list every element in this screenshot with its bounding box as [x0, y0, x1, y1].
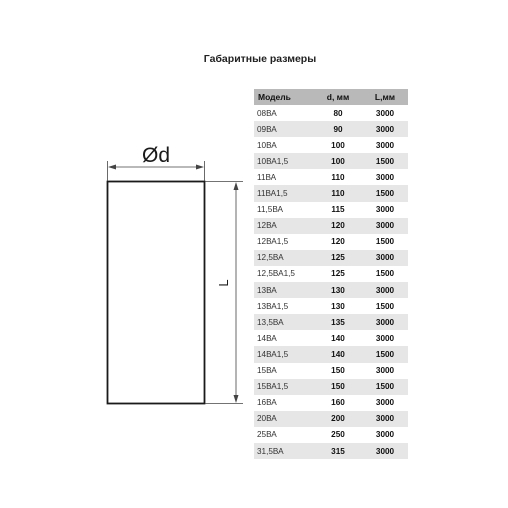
table-row — [254, 443, 408, 459]
cell-model: 10ВА1,5 — [254, 153, 314, 169]
cell-model: 31,5ВА — [254, 443, 314, 459]
cell-model: 15ВА — [257, 366, 277, 376]
cell-length: 1500 — [375, 269, 395, 279]
cell-length: 3000 — [375, 172, 395, 182]
cell-diameter: 125 — [331, 269, 345, 279]
table-row — [254, 169, 408, 185]
table-row — [254, 427, 408, 443]
cell-length: 3000 — [375, 333, 395, 343]
cell-diameter: 110 — [331, 172, 345, 182]
header-diameter: d, мм — [314, 89, 362, 105]
cell-model: 12ВА — [254, 218, 314, 234]
table-row — [254, 137, 408, 153]
cell-model: 12ВА1,5 — [257, 237, 289, 247]
dimensions-table — [254, 89, 408, 459]
cell-length: 3000 — [375, 366, 395, 376]
table-row — [254, 153, 408, 169]
length-arrow-top — [234, 182, 239, 190]
cell-model: 11ВА1,5 — [254, 185, 314, 201]
diameter-arrow-right — [196, 165, 204, 170]
cell-length: 3000 — [362, 121, 408, 137]
table-row — [254, 395, 408, 411]
cell-model: 13ВА — [254, 282, 314, 298]
cell-model: 09ВА — [254, 121, 314, 137]
cell-length: 3000 — [375, 140, 395, 150]
table-row — [254, 330, 408, 346]
table-body — [254, 105, 408, 459]
table-row — [254, 105, 408, 121]
length-arrow-bottom — [234, 395, 239, 403]
table-row — [254, 363, 408, 379]
cell-diameter: 100 — [331, 140, 345, 150]
cell-length: 1500 — [362, 185, 408, 201]
header-model: Модель — [254, 89, 314, 105]
diameter-label: Ød — [141, 144, 171, 167]
cell-diameter: 130 — [314, 282, 362, 298]
table-row — [254, 185, 408, 201]
cell-diameter: 125 — [314, 250, 362, 266]
cell-model: 15ВА1,5 — [254, 379, 314, 395]
cell-diameter: 150 — [331, 366, 345, 376]
cell-model: 14ВА — [257, 333, 277, 343]
cell-length: 3000 — [375, 430, 395, 440]
cell-diameter: 140 — [331, 333, 345, 343]
cell-length: 3000 — [362, 218, 408, 234]
table-row — [254, 202, 408, 218]
table-row — [254, 346, 408, 362]
cell-diameter: 160 — [331, 398, 345, 408]
cell-length: 3000 — [375, 398, 395, 408]
cell-length: 3000 — [362, 411, 408, 427]
cell-model: 14ВА1,5 — [254, 346, 314, 362]
cell-length: 3000 — [362, 443, 408, 459]
cell-length: 1500 — [375, 301, 395, 311]
cell-diameter: 150 — [314, 379, 362, 395]
table-row — [254, 218, 408, 234]
cell-diameter: 120 — [314, 218, 362, 234]
cell-diameter: 135 — [314, 314, 362, 330]
cell-model: 12,5ВА1,5 — [257, 269, 295, 279]
cell-diameter: 90 — [314, 121, 362, 137]
cell-diameter: 120 — [331, 237, 345, 247]
cell-model: 16ВА — [257, 398, 277, 408]
table-header-row — [254, 89, 408, 105]
cell-model: 11ВА — [257, 172, 277, 182]
cell-diameter: 200 — [314, 411, 362, 427]
table-row — [254, 234, 408, 250]
cell-length: 3000 — [375, 205, 395, 215]
cell-diameter: 110 — [314, 185, 362, 201]
cell-model: 13ВА1,5 — [257, 301, 289, 311]
cell-length: 1500 — [362, 379, 408, 395]
diameter-arrow-left — [108, 165, 116, 170]
cell-diameter: 115 — [331, 205, 345, 215]
cell-diameter: 130 — [331, 301, 345, 311]
cell-model: 08ВА — [257, 108, 277, 118]
table-row — [254, 250, 408, 266]
cell-length: 1500 — [375, 237, 395, 247]
cell-length: 3000 — [375, 108, 395, 118]
cell-diameter: 315 — [314, 443, 362, 459]
cell-model: 12,5ВА — [254, 250, 314, 266]
cell-model: 11,5ВА — [257, 205, 283, 215]
cell-diameter: 140 — [314, 346, 362, 362]
table-row — [254, 298, 408, 314]
cell-diameter: 100 — [314, 153, 362, 169]
cell-diameter: 80 — [333, 108, 343, 118]
cell-diameter: 250 — [331, 430, 345, 440]
table-row — [254, 121, 408, 137]
header-length: L,мм — [362, 89, 408, 105]
cell-model: 10ВА — [257, 140, 277, 150]
table-row — [254, 314, 408, 330]
cell-model: 13,5ВА — [254, 314, 314, 330]
length-label: L — [216, 279, 231, 287]
cell-model: 20ВА — [254, 411, 314, 427]
cell-model: 25ВА — [257, 430, 277, 440]
duct-outline — [108, 182, 205, 404]
cell-length: 3000 — [362, 282, 408, 298]
table-row — [254, 282, 408, 298]
table-row — [254, 379, 408, 395]
cell-length: 3000 — [362, 314, 408, 330]
cell-length: 3000 — [362, 250, 408, 266]
cell-length: 1500 — [362, 346, 408, 362]
table-row — [254, 266, 408, 282]
cell-length: 1500 — [362, 153, 408, 169]
table-row — [254, 411, 408, 427]
page-title: Габаритные размеры — [203, 53, 317, 65]
